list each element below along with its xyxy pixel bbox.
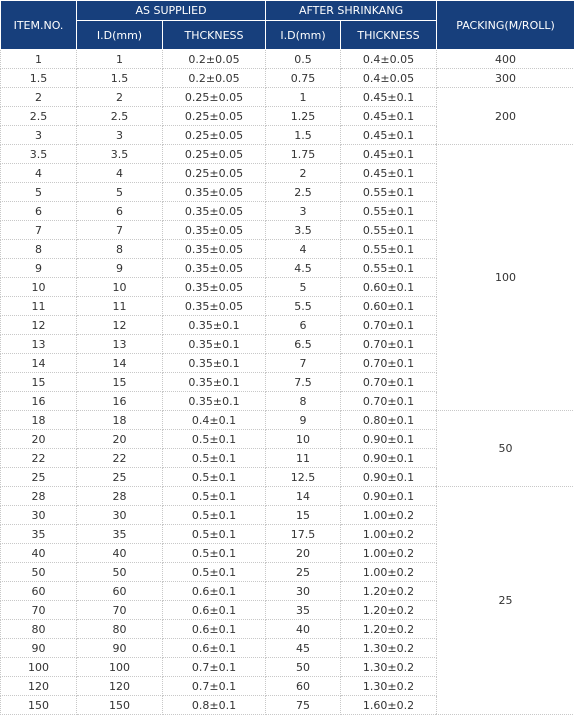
id-supplied-cell: 20 xyxy=(77,430,163,449)
item-no-cell: 13 xyxy=(1,335,77,354)
item-no-cell: 6 xyxy=(1,202,77,221)
id-after-cell: 9 xyxy=(266,411,341,430)
id-after-cell: 17.5 xyxy=(266,525,341,544)
thickness-after-cell: 1.60±0.2 xyxy=(341,696,437,715)
packing-cell: 50 xyxy=(437,411,574,487)
item-no-cell: 3.5 xyxy=(1,145,77,164)
item-no-cell: 100 xyxy=(1,658,77,677)
thickness-after-cell: 0.90±0.1 xyxy=(341,487,437,506)
thickness-after-cell: 0.45±0.1 xyxy=(341,145,437,164)
thickness-supplied-cell: 0.5±0.1 xyxy=(163,468,266,487)
header-id-after: I.D(mm) xyxy=(266,21,341,50)
thickness-supplied-cell: 0.6±0.1 xyxy=(163,582,266,601)
item-no-cell: 2.5 xyxy=(1,107,77,126)
thickness-supplied-cell: 0.6±0.1 xyxy=(163,639,266,658)
thickness-supplied-cell: 0.25±0.05 xyxy=(163,107,266,126)
item-no-cell: 25 xyxy=(1,468,77,487)
thickness-after-cell: 0.70±0.1 xyxy=(341,373,437,392)
thickness-after-cell: 1.00±0.2 xyxy=(341,544,437,563)
table-row xyxy=(1,50,574,69)
id-after-cell: 14 xyxy=(266,487,341,506)
item-no-cell: 5 xyxy=(1,183,77,202)
id-supplied-cell: 2 xyxy=(77,88,163,107)
id-supplied-cell: 80 xyxy=(77,620,163,639)
item-no-cell: 14 xyxy=(1,354,77,373)
id-supplied-cell: 7 xyxy=(77,221,163,240)
packing-cell: 300 xyxy=(437,69,574,88)
id-supplied-cell: 3 xyxy=(77,126,163,145)
thickness-supplied-cell: 0.35±0.05 xyxy=(163,221,266,240)
thickness-after-cell: 1.20±0.2 xyxy=(341,620,437,639)
id-after-cell: 60 xyxy=(266,677,341,696)
id-supplied-cell: 2.5 xyxy=(77,107,163,126)
header-id-supplied: I.D(mm) xyxy=(77,21,163,50)
id-supplied-cell: 40 xyxy=(77,544,163,563)
thickness-supplied-cell: 0.35±0.05 xyxy=(163,259,266,278)
table-row xyxy=(1,145,574,164)
thickness-after-cell: 0.60±0.1 xyxy=(341,278,437,297)
item-no-cell: 28 xyxy=(1,487,77,506)
id-after-cell: 25 xyxy=(266,563,341,582)
item-no-cell: 10 xyxy=(1,278,77,297)
item-no-cell: 8 xyxy=(1,240,77,259)
thickness-supplied-cell: 0.5±0.1 xyxy=(163,506,266,525)
item-no-cell: 1.5 xyxy=(1,69,77,88)
id-after-cell: 20 xyxy=(266,544,341,563)
thickness-after-cell: 0.70±0.1 xyxy=(341,392,437,411)
thickness-supplied-cell: 0.7±0.1 xyxy=(163,677,266,696)
item-no-cell: 3 xyxy=(1,126,77,145)
thickness-supplied-cell: 0.35±0.05 xyxy=(163,240,266,259)
header-item-no: ITEM.NO. xyxy=(1,1,77,50)
thickness-after-cell: 1.00±0.2 xyxy=(341,563,437,582)
thickness-after-cell: 0.70±0.1 xyxy=(341,354,437,373)
item-no-cell: 20 xyxy=(1,430,77,449)
thickness-supplied-cell: 0.5±0.1 xyxy=(163,430,266,449)
thickness-after-cell: 0.4±0.05 xyxy=(341,50,437,69)
table-header xyxy=(1,1,574,50)
id-after-cell: 7.5 xyxy=(266,373,341,392)
item-no-cell: 9 xyxy=(1,259,77,278)
item-no-cell: 15 xyxy=(1,373,77,392)
thickness-after-cell: 0.45±0.1 xyxy=(341,126,437,145)
item-no-cell: 1 xyxy=(1,50,77,69)
id-after-cell: 11 xyxy=(266,449,341,468)
id-after-cell: 6 xyxy=(266,316,341,335)
item-no-cell: 70 xyxy=(1,601,77,620)
id-supplied-cell: 60 xyxy=(77,582,163,601)
thickness-supplied-cell: 0.5±0.1 xyxy=(163,563,266,582)
thickness-after-cell: 1.30±0.2 xyxy=(341,639,437,658)
thickness-supplied-cell: 0.2±0.05 xyxy=(163,69,266,88)
item-no-cell: 4 xyxy=(1,164,77,183)
thickness-supplied-cell: 0.35±0.1 xyxy=(163,373,266,392)
item-no-cell: 18 xyxy=(1,411,77,430)
thickness-after-cell: 0.45±0.1 xyxy=(341,88,437,107)
thickness-after-cell: 0.55±0.1 xyxy=(341,240,437,259)
header-thickness-supplied: THCKNESS xyxy=(163,21,266,50)
id-after-cell: 0.5 xyxy=(266,50,341,69)
thickness-after-cell: 0.60±0.1 xyxy=(341,297,437,316)
id-after-cell: 2.5 xyxy=(266,183,341,202)
id-after-cell: 75 xyxy=(266,696,341,715)
id-after-cell: 12.5 xyxy=(266,468,341,487)
id-supplied-cell: 16 xyxy=(77,392,163,411)
id-after-cell: 1.75 xyxy=(266,145,341,164)
table-row xyxy=(1,487,574,506)
header-after-shrinking: AFTER SHRINKANG xyxy=(266,1,437,21)
table-body xyxy=(1,50,574,715)
id-after-cell: 3.5 xyxy=(266,221,341,240)
item-no-cell: 40 xyxy=(1,544,77,563)
id-after-cell: 1.5 xyxy=(266,126,341,145)
id-after-cell: 7 xyxy=(266,354,341,373)
item-no-cell: 11 xyxy=(1,297,77,316)
thickness-after-cell: 0.4±0.05 xyxy=(341,69,437,88)
item-no-cell: 90 xyxy=(1,639,77,658)
id-supplied-cell: 25 xyxy=(77,468,163,487)
id-supplied-cell: 5 xyxy=(77,183,163,202)
id-supplied-cell: 9 xyxy=(77,259,163,278)
id-supplied-cell: 14 xyxy=(77,354,163,373)
thickness-supplied-cell: 0.5±0.1 xyxy=(163,525,266,544)
thickness-after-cell: 0.90±0.1 xyxy=(341,449,437,468)
thickness-supplied-cell: 0.5±0.1 xyxy=(163,544,266,563)
thickness-supplied-cell: 0.6±0.1 xyxy=(163,620,266,639)
item-no-cell: 22 xyxy=(1,449,77,468)
thickness-supplied-cell: 0.25±0.05 xyxy=(163,145,266,164)
id-after-cell: 5.5 xyxy=(266,297,341,316)
id-after-cell: 8 xyxy=(266,392,341,411)
item-no-cell: 120 xyxy=(1,677,77,696)
id-supplied-cell: 30 xyxy=(77,506,163,525)
id-after-cell: 30 xyxy=(266,582,341,601)
thickness-after-cell: 0.55±0.1 xyxy=(341,259,437,278)
id-supplied-cell: 150 xyxy=(77,696,163,715)
item-no-cell: 12 xyxy=(1,316,77,335)
thickness-after-cell: 0.70±0.1 xyxy=(341,316,437,335)
item-no-cell: 30 xyxy=(1,506,77,525)
item-no-cell: 2 xyxy=(1,88,77,107)
thickness-supplied-cell: 0.35±0.1 xyxy=(163,335,266,354)
id-supplied-cell: 18 xyxy=(77,411,163,430)
item-no-cell: 80 xyxy=(1,620,77,639)
id-supplied-cell: 50 xyxy=(77,563,163,582)
thickness-supplied-cell: 0.5±0.1 xyxy=(163,449,266,468)
id-supplied-cell: 90 xyxy=(77,639,163,658)
thickness-supplied-cell: 0.25±0.05 xyxy=(163,164,266,183)
item-no-cell: 50 xyxy=(1,563,77,582)
id-supplied-cell: 11 xyxy=(77,297,163,316)
id-supplied-cell: 13 xyxy=(77,335,163,354)
thickness-supplied-cell: 0.8±0.1 xyxy=(163,696,266,715)
thickness-supplied-cell: 0.5±0.1 xyxy=(163,487,266,506)
packing-cell: 400 xyxy=(437,50,574,69)
thickness-supplied-cell: 0.35±0.1 xyxy=(163,316,266,335)
thickness-after-cell: 1.00±0.2 xyxy=(341,525,437,544)
id-supplied-cell: 15 xyxy=(77,373,163,392)
id-supplied-cell: 8 xyxy=(77,240,163,259)
id-after-cell: 4 xyxy=(266,240,341,259)
thickness-after-cell: 0.45±0.1 xyxy=(341,164,437,183)
id-after-cell: 5 xyxy=(266,278,341,297)
table-row xyxy=(1,411,574,430)
id-after-cell: 15 xyxy=(266,506,341,525)
id-supplied-cell: 28 xyxy=(77,487,163,506)
thickness-after-cell: 0.70±0.1 xyxy=(341,335,437,354)
id-after-cell: 50 xyxy=(266,658,341,677)
thickness-supplied-cell: 0.35±0.05 xyxy=(163,297,266,316)
thickness-supplied-cell: 0.35±0.05 xyxy=(163,278,266,297)
header-thickness-after: THICKNESS xyxy=(341,21,437,50)
item-no-cell: 7 xyxy=(1,221,77,240)
item-no-cell: 35 xyxy=(1,525,77,544)
id-supplied-cell: 4 xyxy=(77,164,163,183)
item-no-cell: 150 xyxy=(1,696,77,715)
id-supplied-cell: 6 xyxy=(77,202,163,221)
id-after-cell: 6.5 xyxy=(266,335,341,354)
id-after-cell: 1 xyxy=(266,88,341,107)
id-supplied-cell: 22 xyxy=(77,449,163,468)
table-row xyxy=(1,69,574,88)
thickness-after-cell: 0.55±0.1 xyxy=(341,202,437,221)
thickness-after-cell: 0.90±0.1 xyxy=(341,468,437,487)
thickness-supplied-cell: 0.35±0.1 xyxy=(163,354,266,373)
thickness-supplied-cell: 0.25±0.05 xyxy=(163,126,266,145)
thickness-supplied-cell: 0.7±0.1 xyxy=(163,658,266,677)
thickness-supplied-cell: 0.2±0.05 xyxy=(163,50,266,69)
id-after-cell: 0.75 xyxy=(266,69,341,88)
id-supplied-cell: 35 xyxy=(77,525,163,544)
id-supplied-cell: 1 xyxy=(77,50,163,69)
thickness-after-cell: 0.55±0.1 xyxy=(341,183,437,202)
table-row xyxy=(1,88,574,107)
id-supplied-cell: 12 xyxy=(77,316,163,335)
id-after-cell: 35 xyxy=(266,601,341,620)
packing-cell: 200 xyxy=(437,88,574,145)
packing-cell: 25 xyxy=(437,487,574,715)
thickness-after-cell: 0.90±0.1 xyxy=(341,430,437,449)
item-no-cell: 16 xyxy=(1,392,77,411)
header-packing: PACKING(M/ROLL) xyxy=(437,1,574,50)
id-after-cell: 1.25 xyxy=(266,107,341,126)
id-after-cell: 2 xyxy=(266,164,341,183)
id-supplied-cell: 10 xyxy=(77,278,163,297)
thickness-after-cell: 1.00±0.2 xyxy=(341,506,437,525)
thickness-after-cell: 0.45±0.1 xyxy=(341,107,437,126)
thickness-supplied-cell: 0.35±0.1 xyxy=(163,392,266,411)
item-no-cell: 60 xyxy=(1,582,77,601)
id-supplied-cell: 120 xyxy=(77,677,163,696)
id-after-cell: 40 xyxy=(266,620,341,639)
id-supplied-cell: 100 xyxy=(77,658,163,677)
packing-cell: 100 xyxy=(437,145,574,411)
id-supplied-cell: 3.5 xyxy=(77,145,163,164)
header-row-top xyxy=(1,1,574,21)
id-after-cell: 3 xyxy=(266,202,341,221)
id-supplied-cell: 1.5 xyxy=(77,69,163,88)
thickness-after-cell: 1.30±0.2 xyxy=(341,677,437,696)
id-after-cell: 45 xyxy=(266,639,341,658)
thickness-after-cell: 1.20±0.2 xyxy=(341,582,437,601)
id-supplied-cell: 70 xyxy=(77,601,163,620)
thickness-after-cell: 1.20±0.2 xyxy=(341,601,437,620)
id-after-cell: 4.5 xyxy=(266,259,341,278)
header-as-supplied: AS SUPPLIED xyxy=(77,1,266,21)
thickness-after-cell: 0.80±0.1 xyxy=(341,411,437,430)
thickness-supplied-cell: 0.35±0.05 xyxy=(163,183,266,202)
thickness-supplied-cell: 0.6±0.1 xyxy=(163,601,266,620)
thickness-after-cell: 1.30±0.2 xyxy=(341,658,437,677)
thickness-supplied-cell: 0.25±0.05 xyxy=(163,88,266,107)
id-after-cell: 10 xyxy=(266,430,341,449)
thickness-supplied-cell: 0.4±0.1 xyxy=(163,411,266,430)
thickness-supplied-cell: 0.35±0.05 xyxy=(163,202,266,221)
thickness-after-cell: 0.55±0.1 xyxy=(341,221,437,240)
